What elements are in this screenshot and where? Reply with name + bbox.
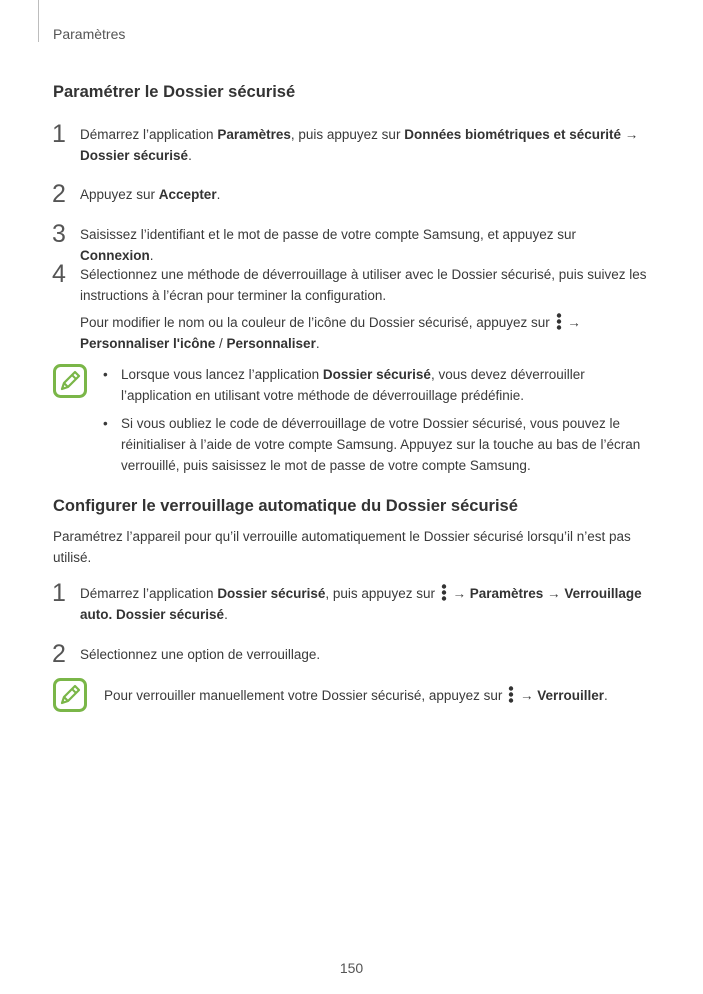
section-intro: Paramétrez l’appareil pour qu’il verrouille automatiquement le Dossier sécurisé lorsqu’il n’est pas utilisé. [53, 529, 631, 565]
note-item: • Si vous oubliez le code de déverrouillage de votre Dossier sécurisé, vous pouvez le réinitialiser à l’aide de votre compte Samsung. Appuyez sur la touche au bas de l’écran verrouillé, puis saisissez le mot de passe de votre compte Samsung. [103, 416, 641, 473]
section-title: Paramétrer le Dossier sécurisé [53, 83, 296, 101]
step-number: 1 [52, 120, 66, 148]
more-options-icon [508, 686, 514, 703]
step-3 [52, 220, 653, 266]
more-options-icon [556, 313, 562, 330]
step-text: Démarrez l’application Dossier sécurisé, puis appuyez sur → Paramètres → Verrouillage auto. Dossier sécurisé. [80, 586, 642, 622]
step-4 [52, 260, 653, 354]
header-divider [38, 0, 39, 42]
step-2 [52, 180, 653, 208]
note-item: • Lorsque vous lancez l’application Dossier sécurisé, vous devez déverrouiller l’application en utilisant votre méthode de déverrouillage prédéfinie. [103, 367, 585, 403]
step-1 [52, 579, 653, 625]
step-text: Sélectionnez une option de verrouillage. [80, 647, 321, 662]
step-1 [52, 120, 653, 166]
note-list [53, 364, 648, 476]
section-auto-lock [53, 497, 653, 568]
step-2 [52, 640, 653, 668]
step-text: Démarrez l’application Paramètres, puis appuyez sur Données biométriques et sécurité → Dossier sécurisé. [80, 127, 639, 163]
note-pencil-icon [53, 678, 87, 712]
step-subtext: Pour modifier le nom ou la couleur de l’icône du Dossier sécurisé, appuyez sur → Personnaliser l'icône / Personnaliser. [80, 315, 581, 351]
step-number: 1 [52, 579, 66, 607]
step-text: Sélectionnez une méthode de déverrouillage à utiliser avec le Dossier sécurisé, puis suivez les instructions à l’écran pour terminer la configuration. [80, 267, 647, 303]
step-text: Saisissez l’identifiant et le mot de passe de votre compte Samsung, et appuyez sur Connexion. [80, 227, 577, 263]
step-number: 2 [52, 180, 66, 208]
section-secure-folder-setup [53, 83, 653, 102]
step-number: 3 [52, 220, 66, 248]
section-title: Configurer le verrouillage automatique du Dossier sécurisé [53, 497, 518, 515]
more-options-icon [441, 584, 447, 601]
step-number: 2 [52, 640, 66, 668]
step-number: 4 [52, 260, 66, 288]
page-number: 150 [339, 960, 364, 976]
note-box-1 [53, 364, 648, 483]
note-text: Pour verrouiller manuellement votre Dossier sécurisé, appuyez sur → Verrouiller. [104, 688, 608, 703]
note-pencil-icon [53, 364, 87, 398]
header-title: Paramètres [53, 26, 126, 42]
note-box-2 [53, 678, 648, 706]
step-text: Appuyez sur Accepter. [80, 187, 221, 202]
